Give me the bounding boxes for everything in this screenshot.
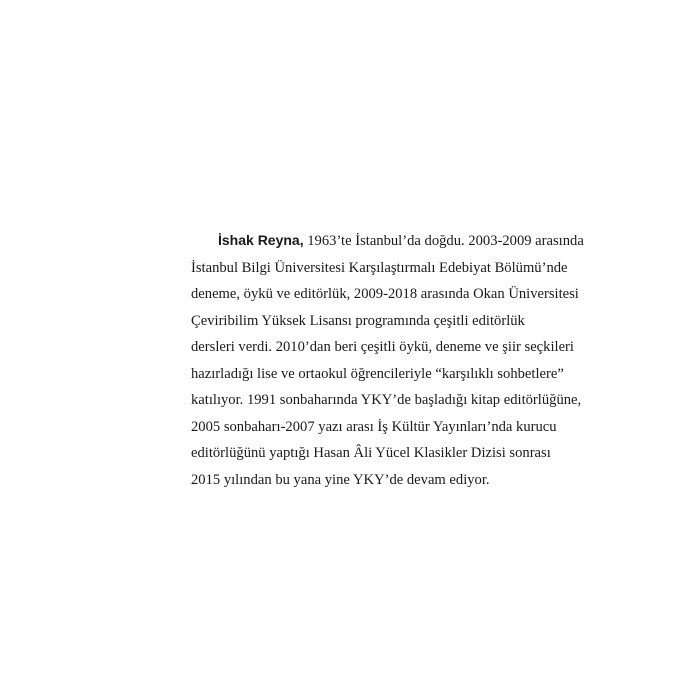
bio-line-6: hazırladığı lise ve ortaokul öğrencileriyle “karşılıklı sohbetlere” <box>191 365 564 382</box>
bio-line-4: Çeviribilim Yüksek Lisansı programında çeşitli editörlük <box>191 312 525 329</box>
bio-line-5: dersleri verdi. 2010’dan beri çeşitli öykü, deneme ve şiir seçkileri <box>191 339 574 355</box>
bio-line-1 <box>191 227 584 255</box>
bio-line-1-text: 1963’te İstanbul’da doğdu. 2003-2009 arasında <box>303 233 584 249</box>
bio-line-3: deneme, öykü ve editörlük, 2009-2018 arasında Okan Üniversitesi <box>191 286 579 302</box>
bio-line-9: editörlüğünü yaptığı Hasan Âli Yücel Klasikler Dizisi sonrası <box>191 445 551 461</box>
author-biography <box>191 227 584 493</box>
bio-line-7: katılıyor. 1991 sonbaharında YKY’de başladığı kitap editörlüğüne, <box>191 392 582 408</box>
bio-line-8: 2005 sonbaharı-2007 yazı arası İş Kültür Yayınları’nda kurucu <box>191 418 557 435</box>
author-name: İshak Reyna, <box>218 232 304 248</box>
bio-line-2: İstanbul Bilgi Üniversitesi Karşılaştırmalı Edebiyat Bölümü’nde <box>191 259 568 276</box>
bio-line-10: 2015 yılından bu yana yine YKY’de devam ediyor. <box>191 471 490 488</box>
